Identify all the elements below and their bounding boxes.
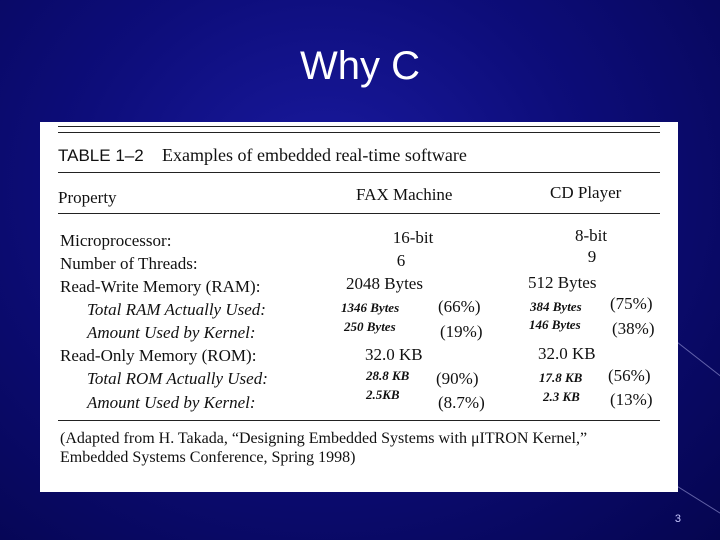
fax-ram-kernel-pct: (19%) [440,322,483,341]
fax-ram-used-pct: (66%) [438,297,481,316]
slide-page-number: 3 [674,513,681,525]
fax-ram: 2048 Bytes [346,274,423,293]
caption-rule [58,172,660,173]
top-rule [58,132,660,133]
cd-threads: 9 [587,247,597,266]
cd-rom-used-pct: (56%) [608,366,651,385]
row-label-ram: Read-Write Memory (RAM): [60,277,261,296]
fax-ram-kernel: 250 Bytes [344,319,396,334]
header-cd-player: CD Player [550,183,622,202]
cd-ram-kernel-pct: (38%) [612,319,655,338]
header-rule [58,213,660,214]
table-bottom-rule [58,420,660,421]
cd-ram: 512 Bytes [528,273,597,292]
table-caption: Examples of embedded real-time software [162,145,467,165]
row-label-ram-used: Total RAM Actually Used: [87,300,266,319]
fax-ram-used: 1346 Bytes [341,300,400,315]
fax-rom-used: 28.8 KB [366,368,410,383]
cd-ram-kernel: 146 Bytes [529,317,581,332]
row-label-ram-kernel: Amount Used by Kernel: [87,323,256,342]
fax-rom-used-pct: (90%) [436,369,479,388]
fax-rom: 32.0 KB [365,345,423,364]
fax-threads: 6 [396,251,406,270]
fax-rom-kernel: 2.5KB [366,387,400,402]
header-property: Property [58,188,117,207]
header-fax-machine: FAX Machine [356,185,453,204]
slide-title: Why C [300,44,420,88]
table-image-panel [40,122,678,492]
cd-rom: 32.0 KB [538,344,596,363]
cd-microprocessor: 8-bit [574,226,608,245]
top-rule [58,126,660,127]
fax-microprocessor: 16-bit [392,228,434,247]
row-label-threads: Number of Threads: [60,254,198,273]
cd-rom-used: 17.8 KB [539,370,583,385]
footnote-line-1: (Adapted from H. Takada, “Designing Embedded Systems with μITRON Kernel,” [60,430,588,447]
row-label-rom: Read-Only Memory (ROM): [60,346,257,365]
fax-rom-kernel-pct: (8.7%) [438,393,485,412]
row-label-rom-kernel: Amount Used by Kernel: [87,393,256,412]
cd-ram-used-pct: (75%) [610,294,653,313]
table-number: TABLE 1–2 [58,146,144,165]
row-label-microprocessor: Microprocessor: [60,231,172,250]
cd-ram-used: 384 Bytes [530,299,582,314]
cd-rom-kernel: 2.3 KB [543,389,580,404]
cd-rom-kernel-pct: (13%) [610,390,653,409]
footnote-line-2: Embedded Systems Conference, Spring 1998) [60,449,356,466]
row-label-rom-used: Total ROM Actually Used: [87,369,268,388]
